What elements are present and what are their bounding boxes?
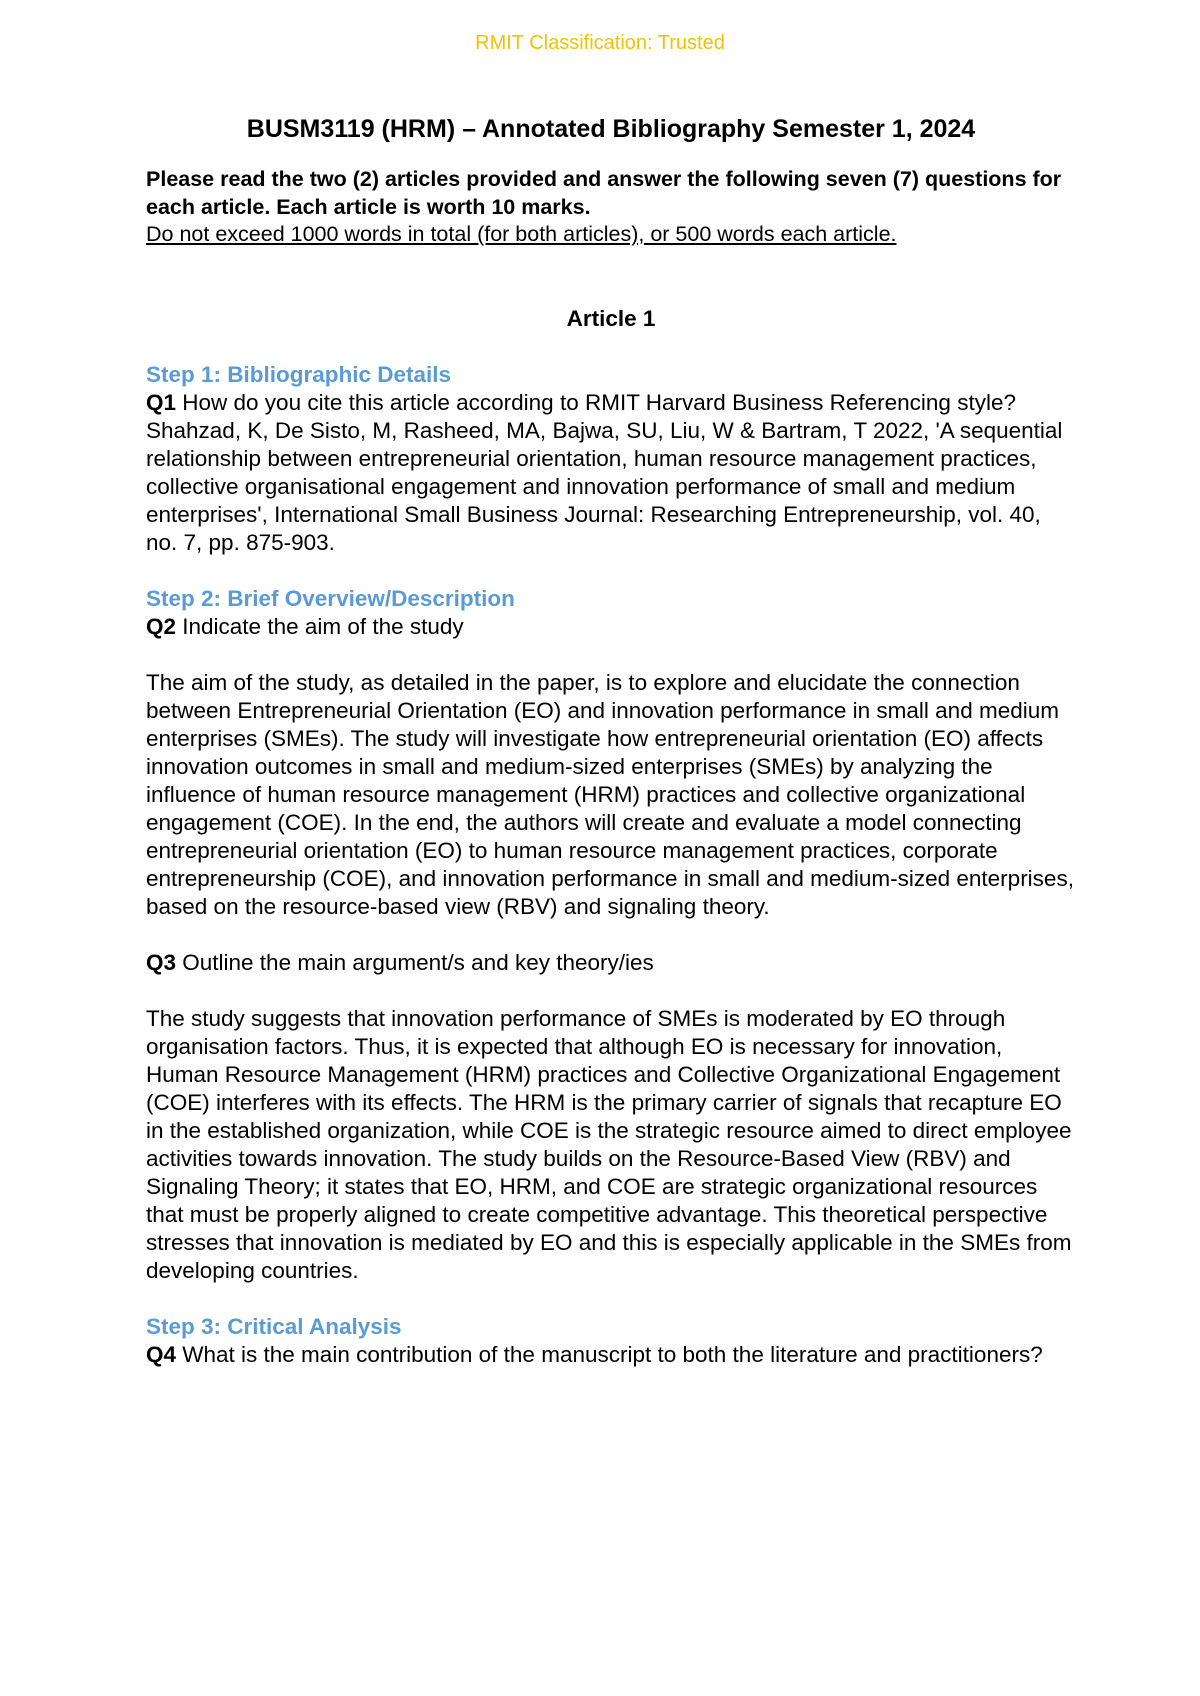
step1-heading: Step 1: Bibliographic Details bbox=[146, 361, 452, 387]
q3-label: Q3 bbox=[146, 949, 177, 975]
q4-question bbox=[146, 1341, 1076, 1369]
q2-label: Q2 bbox=[146, 613, 177, 639]
q4-label: Q4 bbox=[146, 1341, 177, 1367]
step2-heading: Step 2: Brief Overview/Description bbox=[146, 585, 515, 611]
q2-text: Indicate the aim of the study bbox=[176, 613, 464, 639]
q3-text: Outline the main argument/s and key theory/ies bbox=[176, 949, 654, 975]
q2-question bbox=[146, 613, 1076, 641]
instructions-text: Please read the two (2) articles provided and answer the following seven (7) questions for each article. Each article is worth 10 marks. bbox=[146, 167, 1062, 219]
document-title: BUSM3119 (HRM) – Annotated Bibliography Semester 1, 2024 bbox=[246, 115, 976, 143]
step3-heading: Step 3: Critical Analysis bbox=[146, 1313, 402, 1339]
q1-answer: Shahzad, K, De Sisto, M, Rasheed, MA, Bajwa, SU, Liu, W & Bartram, T 2022, 'A sequential relationship between entrepreneurial orientation, human resource management practices, collective organisational engagement and innovation performance of small and medium enterprises', International Small Business Journal: Researching Entrepreneurship, vol. 40, no. 7, pp. 875-903. bbox=[146, 417, 1063, 555]
q3-question bbox=[146, 949, 1076, 977]
classification-label: RMIT Classification: Trusted bbox=[475, 32, 725, 54]
article-heading: Article 1 bbox=[566, 305, 656, 331]
document-body bbox=[146, 112, 1076, 1369]
q1-label: Q1 bbox=[146, 389, 177, 415]
q4-text: What is the main contribution of the manuscript to both the literature and practitioners? bbox=[176, 1341, 1043, 1367]
word-limit-note: Do not exceed 1000 words in total (for both articles), or 500 words each article. bbox=[146, 222, 897, 246]
q1-text: How do you cite this article according to RMIT Harvard Business Referencing style? bbox=[176, 389, 1016, 415]
q1-question bbox=[146, 389, 1076, 417]
q3-answer: The study suggests that innovation performance of SMEs is moderated by EO through organisation factors. Thus, it is expected that although EO is necessary for innovation, Human Resource Management (HRM) practices and Collective Organizational Engagement (COE) interferes with its effects. The HRM is the primary carrier of signals that recapture EO in the established organization, while COE is the strategic resource aimed to direct employee activities towards innovation. The study builds on the Resource-Based View (RBV) and Signaling Theory; it states that EO, HRM, and COE are strategic organizational resources that must be properly aligned to create competitive advantage. This theoretical perspective stresses that innovation is mediated by EO and this is especially applicable in the SMEs from developing countries. bbox=[146, 1005, 1072, 1283]
q2-answer: The aim of the study, as detailed in the paper, is to explore and elucidate the connection between Entrepreneurial Orientation (EO) and innovation performance in small and medium enterprises (SMEs). The study will investigate how entrepreneurial orientation (EO) affects innovation outcomes in small and medium-sized enterprises (SMEs) by analyzing the influence of human resource management (HRM) practices and collective organizational engagement (COE). In the end, the authors will create and evaluate a model connecting entrepreneurial orientation (EO) to human resource management practices, corporate entrepreneurship (COE), and innovation performance in small and medium-sized enterprises, based on the resource-based view (RBV) and signaling theory. bbox=[146, 669, 1074, 919]
